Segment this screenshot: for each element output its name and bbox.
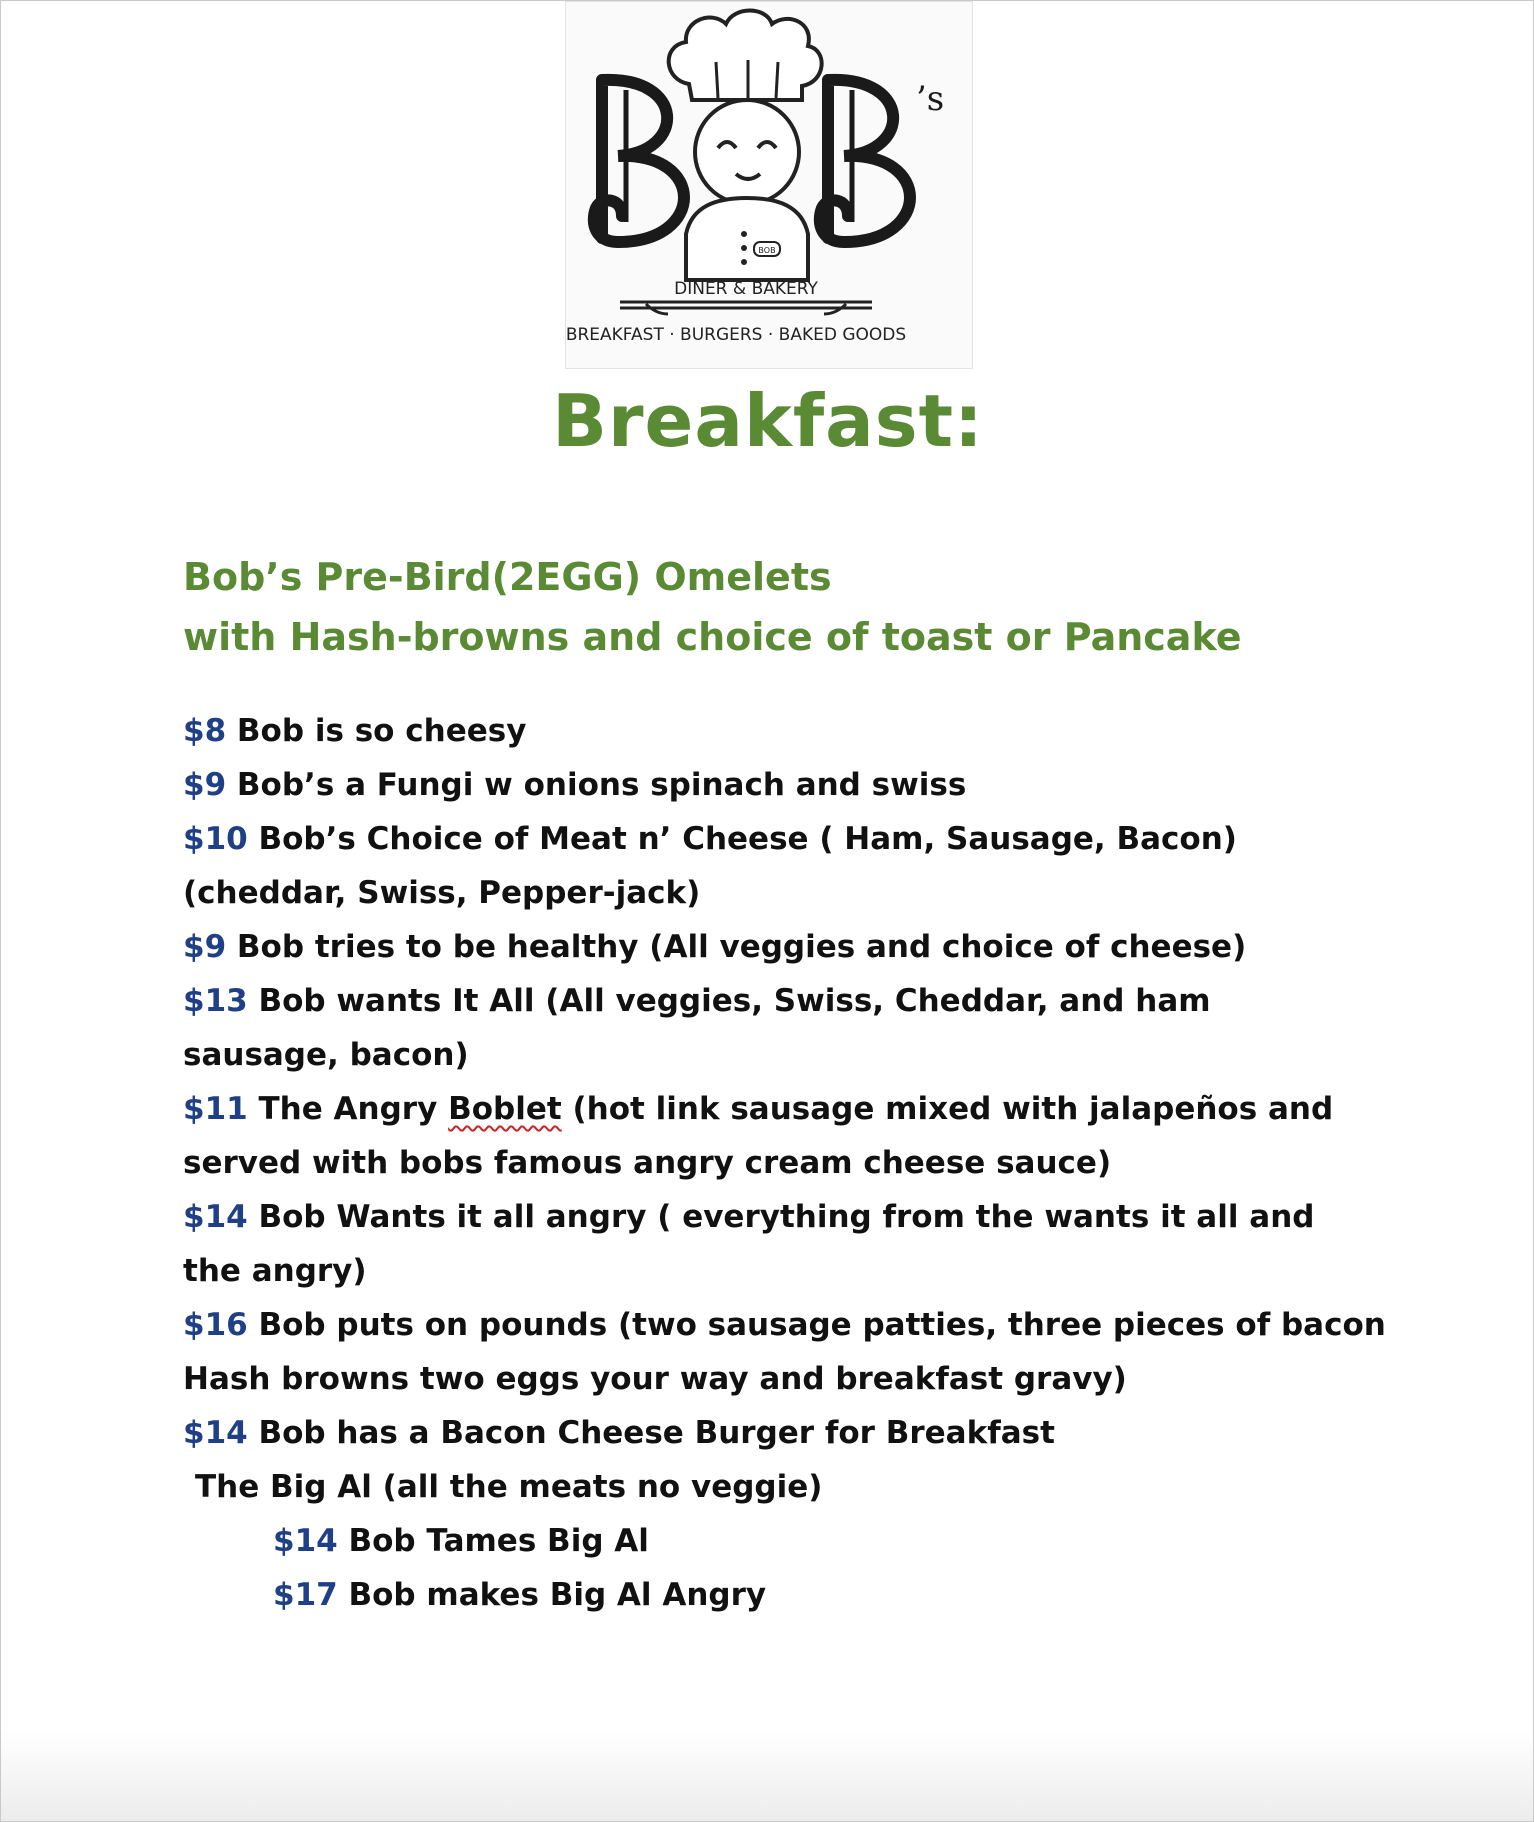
menu-item-text: the angry) — [183, 1253, 367, 1289]
menu-item-continuation — [183, 873, 700, 913]
menu-item-price: $16 — [183, 1307, 248, 1343]
menu-item-text: Bob’s a Fungi w onions spinach and swiss — [226, 767, 967, 803]
menu-item-text: (cheddar, Swiss, Pepper-jack) — [183, 875, 701, 911]
logo-tagline: DINER & BAKERY — [674, 279, 818, 299]
menu-item-text: Bob Tames Big Al — [337, 1523, 649, 1559]
logo-apostrophe-s: ’s — [916, 79, 945, 119]
menu-item-continuation — [183, 1143, 1111, 1183]
menu-item — [183, 1197, 1314, 1237]
menu-item-price: $14 — [183, 1415, 248, 1451]
menu-item-price: $13 — [183, 983, 248, 1019]
menu-item — [183, 711, 526, 751]
menu-item-price: $10 — [183, 821, 248, 857]
section-subtitle: with Hash-browns and choice of toast or Pancake — [183, 615, 1242, 659]
menu-item-continuation — [183, 1251, 367, 1291]
menu-item — [183, 981, 1211, 1021]
menu-item-text: Bob puts on pounds (two sausage patties, three pieces of bacon — [247, 1307, 1386, 1343]
menu-item-price: $17 — [273, 1577, 338, 1613]
menu-group-heading — [195, 1467, 822, 1507]
menu-item — [183, 927, 1246, 967]
menu-item-continuation — [183, 1359, 1127, 1399]
logo-subtagline: BREAKFAST · BURGERS · BAKED GOODS — [566, 325, 907, 345]
menu-item-price: $9 — [183, 929, 227, 965]
menu-item-price: $14 — [273, 1523, 338, 1559]
menu-item-text: The Big Al (all the meats no veggie) — [195, 1469, 823, 1505]
spellcheck-flagged-word[interactable]: Boblet — [448, 1091, 562, 1127]
menu-item-price: $8 — [183, 713, 227, 749]
menu-item-text: Hash browns two eggs your way and breakfast gravy) — [183, 1361, 1127, 1397]
menu-item-text: Bob makes Big Al Angry — [337, 1577, 767, 1613]
menu-item-text: sausage, bacon) — [183, 1037, 469, 1073]
bobs-logo — [565, 1, 973, 369]
menu-item-price: $14 — [183, 1199, 248, 1235]
menu-item-price: $11 — [183, 1091, 248, 1127]
menu-item — [183, 1413, 1055, 1453]
menu-item-price: $9 — [183, 767, 227, 803]
menu-item-text: served with bobs famous angry cream cheese sauce) — [183, 1145, 1112, 1181]
logo-badge: BOB — [758, 246, 776, 255]
menu-item-text: Bob wants It All (All veggies, Swiss, Cheddar, and ham — [247, 983, 1211, 1019]
menu-item — [183, 1089, 1333, 1129]
menu-item-text: Bob is so cheesy — [226, 713, 527, 749]
menu-item-text: Bob’s Choice of Meat n’ Cheese ( Ham, Sausage, Bacon) — [247, 821, 1237, 857]
menu-item-text: Bob Wants it all angry ( everything from the wants it all and — [247, 1199, 1315, 1235]
page-bottom-shadow — [1, 1731, 1533, 1821]
menu-item-continuation — [183, 1035, 469, 1075]
menu-item-text: (hot link sausage mixed with jalapeños and — [561, 1091, 1334, 1127]
menu-item — [183, 819, 1237, 859]
bobs-logo-graphic — [566, 2, 972, 368]
menu-item — [273, 1575, 766, 1615]
menu-item-text: The Angry — [247, 1091, 449, 1127]
menu-item-text: Bob tries to be healthy (All veggies and choice of cheese) — [226, 929, 1247, 965]
menu-item-text: Bob has a Bacon Cheese Burger for Breakfast — [247, 1415, 1055, 1451]
menu-item — [183, 1305, 1386, 1345]
page-heading: Breakfast: — [552, 379, 984, 463]
menu-item — [273, 1521, 649, 1561]
section-title: Bob’s Pre-Bird(2EGG) Omelets — [183, 555, 832, 599]
menu-item — [183, 765, 966, 805]
